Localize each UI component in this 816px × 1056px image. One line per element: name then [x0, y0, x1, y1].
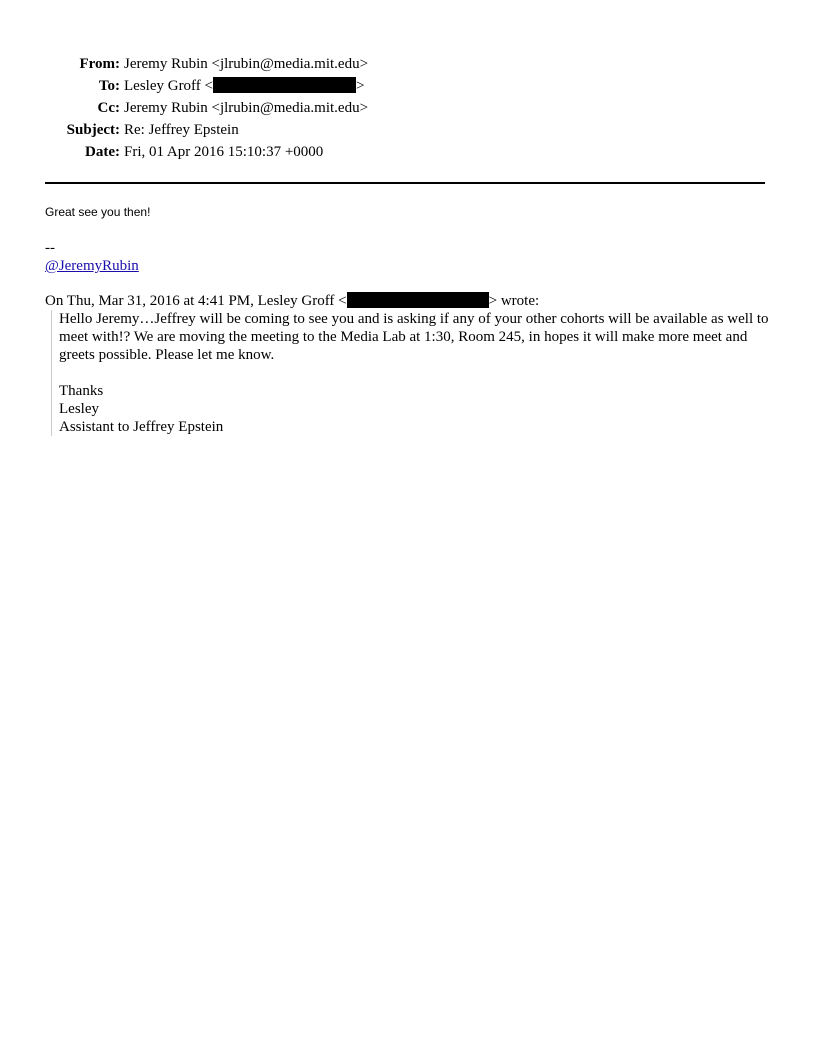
- date-value: Fri, 01 Apr 2016 15:10:37 +0000: [124, 144, 324, 160]
- from-value: Jeremy Rubin <jlrubin@media.mit.edu>: [124, 56, 369, 72]
- redaction-box: [347, 292, 489, 308]
- header-divider: [45, 182, 765, 184]
- quoted-paragraph: Hello Jeremy…Jeffrey will be coming to see you and is asking if any of your other cohorts will be available as well to meet with!? We are moving the meeting to the Media Lab at 1:30, Room 245, in hopes it will make more meet and greets possible. Please let me know.: [59, 311, 769, 363]
- attribution-prefix: On Thu, Mar 31, 2016 at 4:41 PM, Lesley Groff <: [45, 293, 347, 309]
- message-body: Great see you then!: [45, 205, 151, 219]
- cc-value: Jeremy Rubin <jlrubin@media.mit.edu>: [124, 100, 369, 116]
- to-label: To:: [98, 78, 120, 94]
- quoted-closing-name: Lesley: [59, 401, 99, 417]
- attribution-suffix: > wrote:: [488, 293, 540, 309]
- quoted-closing-thanks: Thanks: [59, 383, 104, 399]
- twitter-handle-link[interactable]: @JeremyRubin: [45, 258, 139, 274]
- date-row: [45, 141, 368, 163]
- quoted-message: [51, 310, 781, 436]
- from-label: From:: [79, 56, 120, 72]
- to-row: [45, 75, 368, 97]
- cc-label: Cc:: [97, 100, 120, 116]
- from-row: [45, 53, 368, 75]
- to-value-suffix: >: [356, 78, 365, 94]
- signature-dashes: --: [45, 240, 55, 256]
- to-value: [124, 75, 364, 97]
- quoted-closing-title: Assistant to Jeffrey Epstein: [59, 419, 224, 435]
- subject-label: Subject:: [66, 122, 120, 138]
- email-headers: [45, 53, 368, 163]
- subject-value: Re: Jeffrey Epstein: [124, 122, 239, 138]
- subject-row: [45, 119, 368, 141]
- signature: [45, 239, 139, 275]
- quote-attribution: [45, 292, 539, 310]
- redaction-box: [213, 77, 356, 93]
- cc-row: [45, 97, 368, 119]
- date-label: Date:: [85, 144, 120, 160]
- to-value-prefix: Lesley Groff <: [124, 78, 213, 94]
